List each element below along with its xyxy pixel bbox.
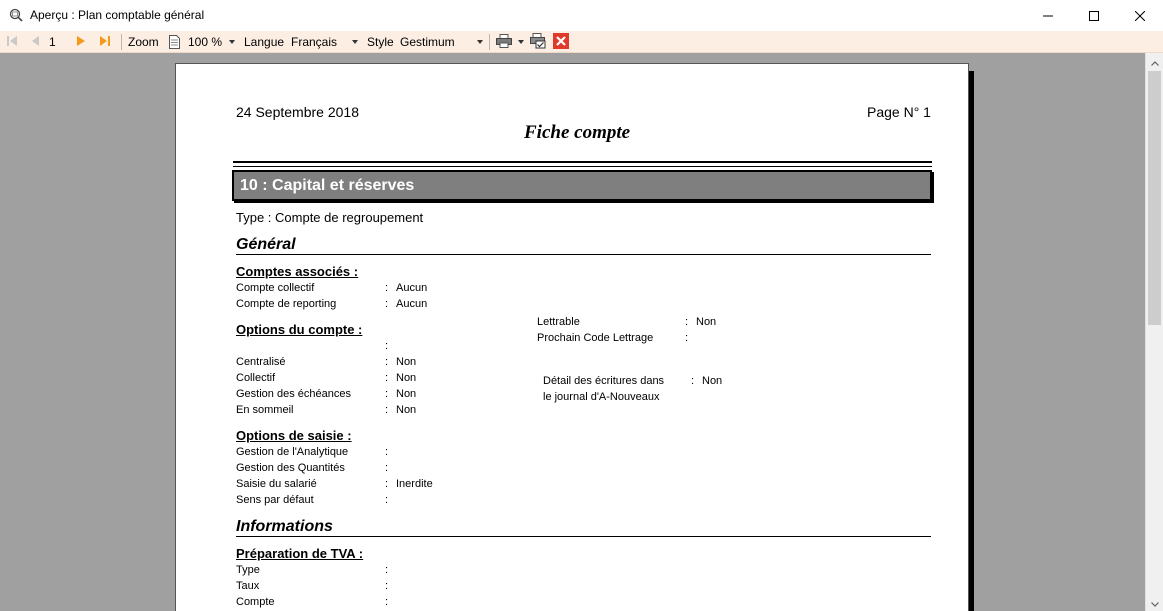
scroll-down-button[interactable] xyxy=(1146,594,1163,611)
section-rule xyxy=(236,536,931,537)
field-label: Prochain Code Lettrage xyxy=(537,332,654,344)
field-label: Gestion de l'Analytique xyxy=(236,446,349,458)
first-page-button[interactable] xyxy=(6,31,18,53)
zoom-select[interactable]: 100 % xyxy=(188,35,223,49)
field-value: Aucun xyxy=(396,298,428,310)
field-label: Compte xyxy=(236,596,275,608)
style-dropdown-arrow[interactable] xyxy=(477,40,483,44)
app-preview-icon xyxy=(9,8,23,22)
report-page xyxy=(175,63,969,611)
field-label: le journal d'A-Nouveaux xyxy=(543,391,660,403)
zoom-label: Zoom xyxy=(128,35,159,49)
field-colon: : xyxy=(385,372,389,384)
toolbar-separator xyxy=(121,34,122,50)
field-label: Taux xyxy=(236,580,260,592)
print-dropdown-arrow[interactable] xyxy=(518,40,524,44)
preview-toolbar xyxy=(0,31,1163,53)
field-label: Lettrable xyxy=(537,316,580,328)
field-colon: : xyxy=(385,462,389,474)
account-type: Type : Compte de regroupement xyxy=(236,210,424,225)
field-value: Non xyxy=(396,356,417,368)
scroll-thumb[interactable] xyxy=(1148,71,1161,325)
close-preview-button[interactable] xyxy=(553,31,569,53)
field-label: Type xyxy=(236,564,260,576)
field-colon: : xyxy=(685,316,689,328)
style-label: Style xyxy=(367,35,394,49)
page-number-input[interactable]: 1 xyxy=(49,35,56,49)
field-colon: : xyxy=(385,388,389,400)
options-compte-title: Options du compte : xyxy=(236,322,363,337)
next-page-icon xyxy=(76,35,86,50)
field-value: Non xyxy=(396,388,417,400)
next-page-button[interactable] xyxy=(76,31,86,53)
comptes-associes-title: Comptes associés : xyxy=(236,264,359,279)
field-colon: : xyxy=(385,404,389,416)
field-value: Inerdite xyxy=(396,478,433,490)
field-colon: : xyxy=(385,596,389,608)
field-colon: : xyxy=(385,478,389,490)
section-general-title: Général xyxy=(236,236,296,253)
field-label: Gestion des échéances xyxy=(236,388,351,400)
title-rule xyxy=(233,166,932,167)
langue-select[interactable]: Français xyxy=(291,35,338,49)
field-value: Non xyxy=(396,404,417,416)
field-colon: : xyxy=(385,564,389,576)
first-page-icon xyxy=(6,35,18,50)
field-label: Saisie du salarié xyxy=(236,478,317,490)
report-page-number: Page N° 1 xyxy=(867,104,931,120)
field-label: Centralisé xyxy=(236,356,286,368)
print-button[interactable] xyxy=(496,31,512,53)
field-colon: : xyxy=(385,282,389,294)
chevron-up-icon xyxy=(1151,55,1159,69)
field-label: Collectif xyxy=(236,372,276,384)
section-rule xyxy=(236,254,931,255)
field-label: Gestion des Quantités xyxy=(236,462,345,474)
title-rule xyxy=(233,161,932,163)
close-icon xyxy=(553,33,569,52)
account-header-bar xyxy=(232,170,932,201)
page-icon xyxy=(169,31,180,53)
field-label: Compte de reporting xyxy=(236,298,337,310)
field-value: Non xyxy=(696,316,717,328)
field-label: En sommeil xyxy=(236,404,294,416)
printer-icon xyxy=(496,34,512,51)
last-page-button[interactable] xyxy=(99,31,111,53)
chevron-down-icon xyxy=(1151,596,1159,610)
last-page-icon xyxy=(99,35,111,50)
field-value: Non xyxy=(702,375,723,387)
style-select[interactable]: Gestimum xyxy=(400,35,455,49)
field-colon: : xyxy=(685,332,689,344)
account-header: 10 : Capital et réserves xyxy=(240,177,415,194)
vertical-scrollbar[interactable] xyxy=(1145,53,1163,611)
field-colon: : xyxy=(385,446,389,458)
langue-label: Langue xyxy=(244,35,285,49)
field-colon: : xyxy=(691,375,695,387)
title-bar xyxy=(0,0,1163,31)
field-value: Aucun xyxy=(396,282,428,294)
section-informations-title: Informations xyxy=(236,518,333,535)
print-setup-button[interactable] xyxy=(530,31,546,53)
toolbar-separator xyxy=(489,34,490,50)
prev-page-icon xyxy=(30,35,40,50)
options-saisie-title: Options de saisie : xyxy=(236,428,352,443)
field-colon: : xyxy=(385,494,389,506)
print-setup-icon xyxy=(530,33,546,52)
window-title: Aperçu : Plan comptable général xyxy=(30,8,205,22)
minimize-button[interactable] xyxy=(1025,0,1071,31)
maximize-button[interactable] xyxy=(1071,0,1117,31)
field-label: Détail des écritures dans xyxy=(543,375,665,387)
prev-page-button[interactable] xyxy=(30,31,40,53)
langue-dropdown-arrow[interactable] xyxy=(352,40,358,44)
field-label: Sens par défaut xyxy=(236,494,314,506)
field-value: Non xyxy=(396,372,417,384)
tva-title: Préparation de TVA : xyxy=(236,546,364,561)
field-label: Compte collectif xyxy=(236,282,315,294)
field-colon: : xyxy=(385,298,389,310)
preview-viewer[interactable] xyxy=(0,53,1145,611)
report-date: 24 Septembre 2018 xyxy=(236,104,359,120)
zoom-dropdown-arrow[interactable] xyxy=(229,40,235,44)
field-colon: : xyxy=(385,580,389,592)
field-colon: : xyxy=(385,340,389,352)
window-close-button[interactable] xyxy=(1117,0,1163,31)
report-title: Fiche compte xyxy=(524,122,631,143)
field-colon: : xyxy=(385,356,389,368)
scroll-up-button[interactable] xyxy=(1146,53,1163,70)
